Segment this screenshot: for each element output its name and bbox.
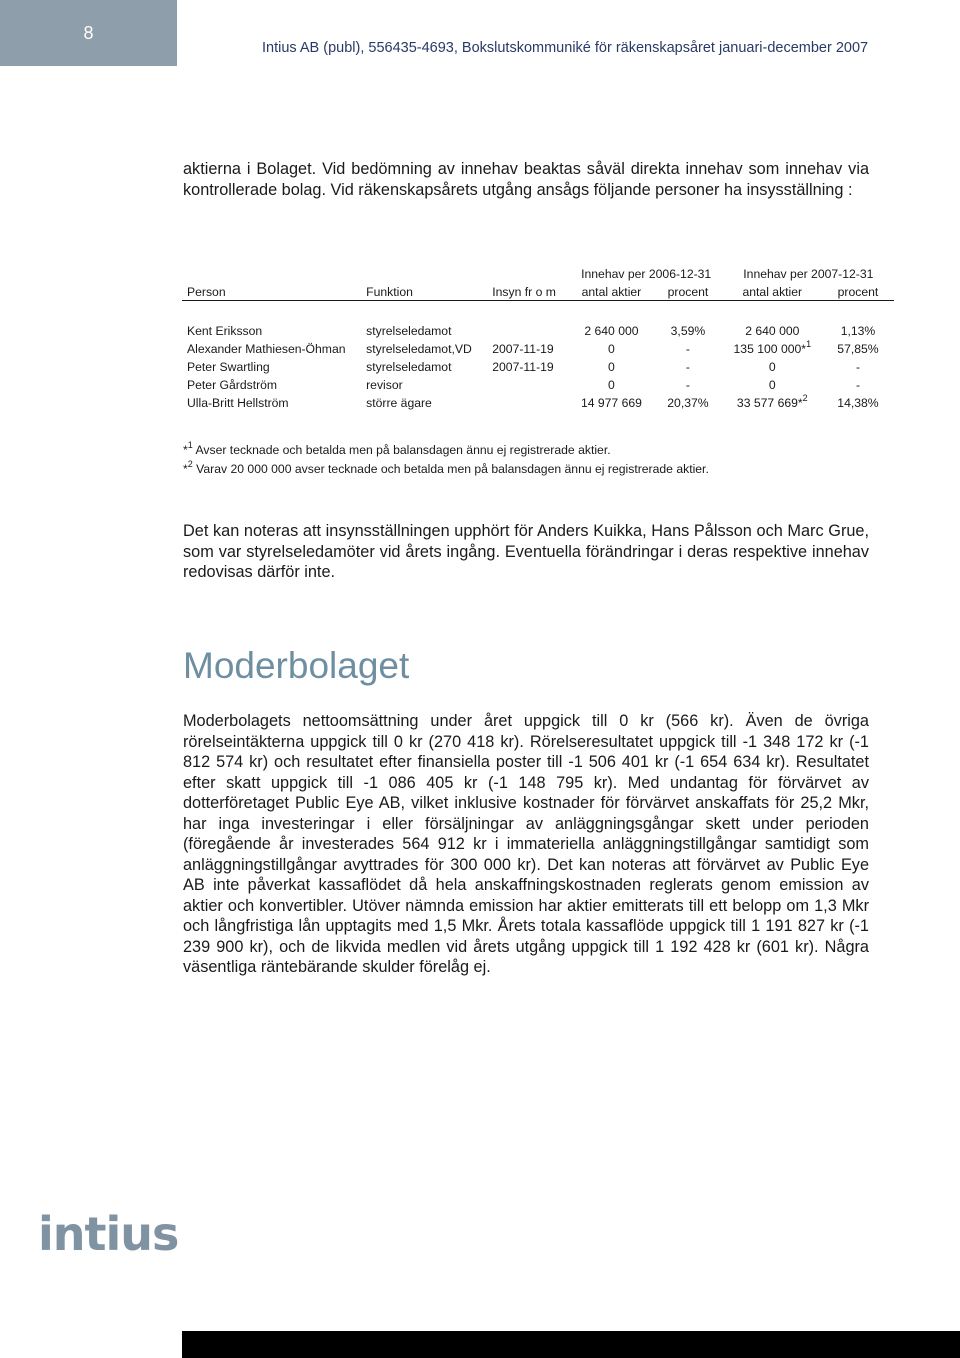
shares-value: 0 [768, 378, 776, 392]
logo-text: intius [38, 1208, 179, 1256]
cell-shares-2006: 2 640 000 [584, 324, 639, 338]
shares-value: 0 [768, 360, 776, 374]
cell-pct-2006: - [685, 360, 690, 374]
col-header-pct-2007: procent [822, 281, 894, 301]
table-row [182, 338, 894, 356]
footnote-1 [183, 440, 611, 457]
intius-logo-icon [38, 1208, 188, 1256]
footnote-2 [183, 459, 709, 476]
cell-shares-2007 [723, 374, 822, 392]
footnote-text: Avser tecknade och betalda men på balansdagen ännu ej registrerade aktier. [195, 443, 611, 457]
cell-shares-2007 [723, 392, 822, 410]
shares-value: 2 640 000 [745, 324, 800, 338]
document-header-title: Intius AB (publ), 556435-4693, Bokslutskommuniké för räkenskapsåret januari-december 2007 [262, 40, 869, 56]
cell-insider-from [492, 392, 569, 410]
cell-insider-from [492, 320, 569, 338]
cell-pct-2006: 20,37% [667, 396, 709, 410]
section-heading: Moderbolaget [183, 645, 410, 686]
cell-function: större ägare [366, 396, 432, 410]
holding-2007-header: Innehav per 2007-12-31 [743, 267, 874, 281]
cell-pct-2006: - [685, 342, 690, 356]
cell-shares-2007 [723, 338, 822, 356]
cell-shares-2006: 0 [608, 378, 615, 392]
shares-value: 33 577 669* [736, 396, 803, 410]
insider-holdings-table [182, 262, 894, 410]
cell-shares-2006: 14 977 669 [580, 396, 642, 410]
col-header-person: Person [182, 281, 366, 301]
footnote-number: 1 [187, 440, 193, 450]
cell-insider-from: 2007-11-19 [492, 360, 554, 374]
page-number: 8 [0, 0, 177, 66]
cell-pct-2006: - [685, 378, 690, 392]
cell-insider-from [492, 374, 569, 392]
cell-function: styrelseledamot,VD [366, 342, 472, 356]
footnote-marker: * [183, 443, 188, 457]
intius-logo [38, 1208, 188, 1256]
shares-value: 135 100 000* [733, 342, 807, 356]
footnote-ref: 1 [806, 339, 812, 349]
footnote-text: Varav 20 000 000 avser tecknade och betalda men på balansdagen ännu ej registrerade aktier. [196, 462, 709, 476]
cell-person: Ulla-Britt Hellström [187, 396, 289, 410]
col-header-shares-2006: antal aktier [570, 281, 654, 301]
cell-shares-2006: 0 [608, 342, 615, 356]
cell-shares-2007 [723, 356, 822, 374]
cell-pct-2007: - [855, 378, 860, 392]
cell-pct-2007: - [855, 360, 860, 374]
intro-paragraph: aktierna i Bolaget. Vid bedömning av innehav beaktas såväl direkta innehav som innehav via kontrollerade bolag. Vid räkenskapsårets utgång ansågs följande personer ha insysställning : [183, 160, 869, 199]
table-header-row [182, 281, 894, 301]
table-row [182, 374, 894, 392]
table-row [182, 320, 894, 338]
cell-function: styrelseledamot [366, 324, 452, 338]
cell-person: Peter Gårdström [187, 378, 278, 392]
footer-bar [182, 1331, 960, 1358]
holding-2006-header: Innehav per 2006-12-31 [581, 267, 712, 281]
cell-function: revisor [366, 378, 403, 392]
cell-pct-2006: 3,59% [670, 324, 706, 338]
section-body-paragraph: Moderbolagets nettoomsättning under året uppgick till 0 kr (566 kr). Även de övriga rörelseintäkterna uppgick till 0 kr (270 418 kr). Rörelseresultatet uppgick till -1 348 172 kr (-1 812 574 kr) och resultatet efter finansiella poster till -1 506 401 kr (-1 654 634 kr). Resultatet efter skatt uppgick till -1 086 405 kr (-1 148 795 kr). Med undantag för förvärvet av dotterföretaget Public Eye AB, vilket inklusive kostnader för förvärvet anskaffats för 25,2 Mkr, har inga investeringar i eller försäljningar av anläggningsgångar skett under perioden (föregående år investerades 564 912 kr i immateriella anläggningstillgångar samtidigt som anläggningstillgångar avyttrades för 300 000 kr). Det kan noteras att förvärvet av Public Eye AB inte påverkat kassaflödet då hela anskaffningskostnaden reglerats genom emission av aktier och konvertibler. Utöver nämnda emission har aktier emitterats till ett belopp om 1,3 Mkr och långfristiga lån upptagits med 1,5 Mkr. Årets totala kassaflöde uppgick till 1 191 827 kr (-1 239 900 kr), och de likvida medlen vid årets utgång uppgick till 1 192 428 kr (601 kr). Några väsentliga räntebärande skulder förelåg ej. [183, 712, 869, 976]
cell-person: Alexander Mathiesen-Öhman [187, 342, 346, 356]
cell-person: Peter Swartling [187, 360, 270, 374]
col-header-shares-2007: antal aktier [723, 281, 822, 301]
cell-shares-2007 [723, 320, 822, 338]
table-row [182, 392, 894, 410]
col-header-insider-from: Insyn fr o m [492, 281, 569, 301]
cell-pct-2007: 57,85% [837, 342, 879, 356]
table-row [182, 356, 894, 374]
cell-person: Kent Eriksson [187, 324, 263, 338]
cell-pct-2007: 14,38% [837, 396, 879, 410]
cell-function: styrelseledamot [366, 360, 452, 374]
footnote-number: 2 [187, 459, 193, 469]
col-header-function: Funktion [366, 281, 492, 301]
footnote-marker: * [183, 462, 188, 476]
table-group-header-row [182, 262, 894, 281]
cell-shares-2006: 0 [608, 360, 615, 374]
col-header-pct-2006: procent [653, 281, 722, 301]
cell-pct-2007: 1,13% [840, 324, 876, 338]
insider-note-paragraph: Det kan noteras att insynsställningen upphört för Anders Kuikka, Hans Pålsson och Marc Grue, som var styrelseledamöter vid årets ingång. Eventuella förändringar i deras respektive innehav redovisas därför inte. [183, 522, 869, 581]
cell-insider-from: 2007-11-19 [492, 342, 554, 356]
footnote-ref: 2 [802, 393, 808, 403]
